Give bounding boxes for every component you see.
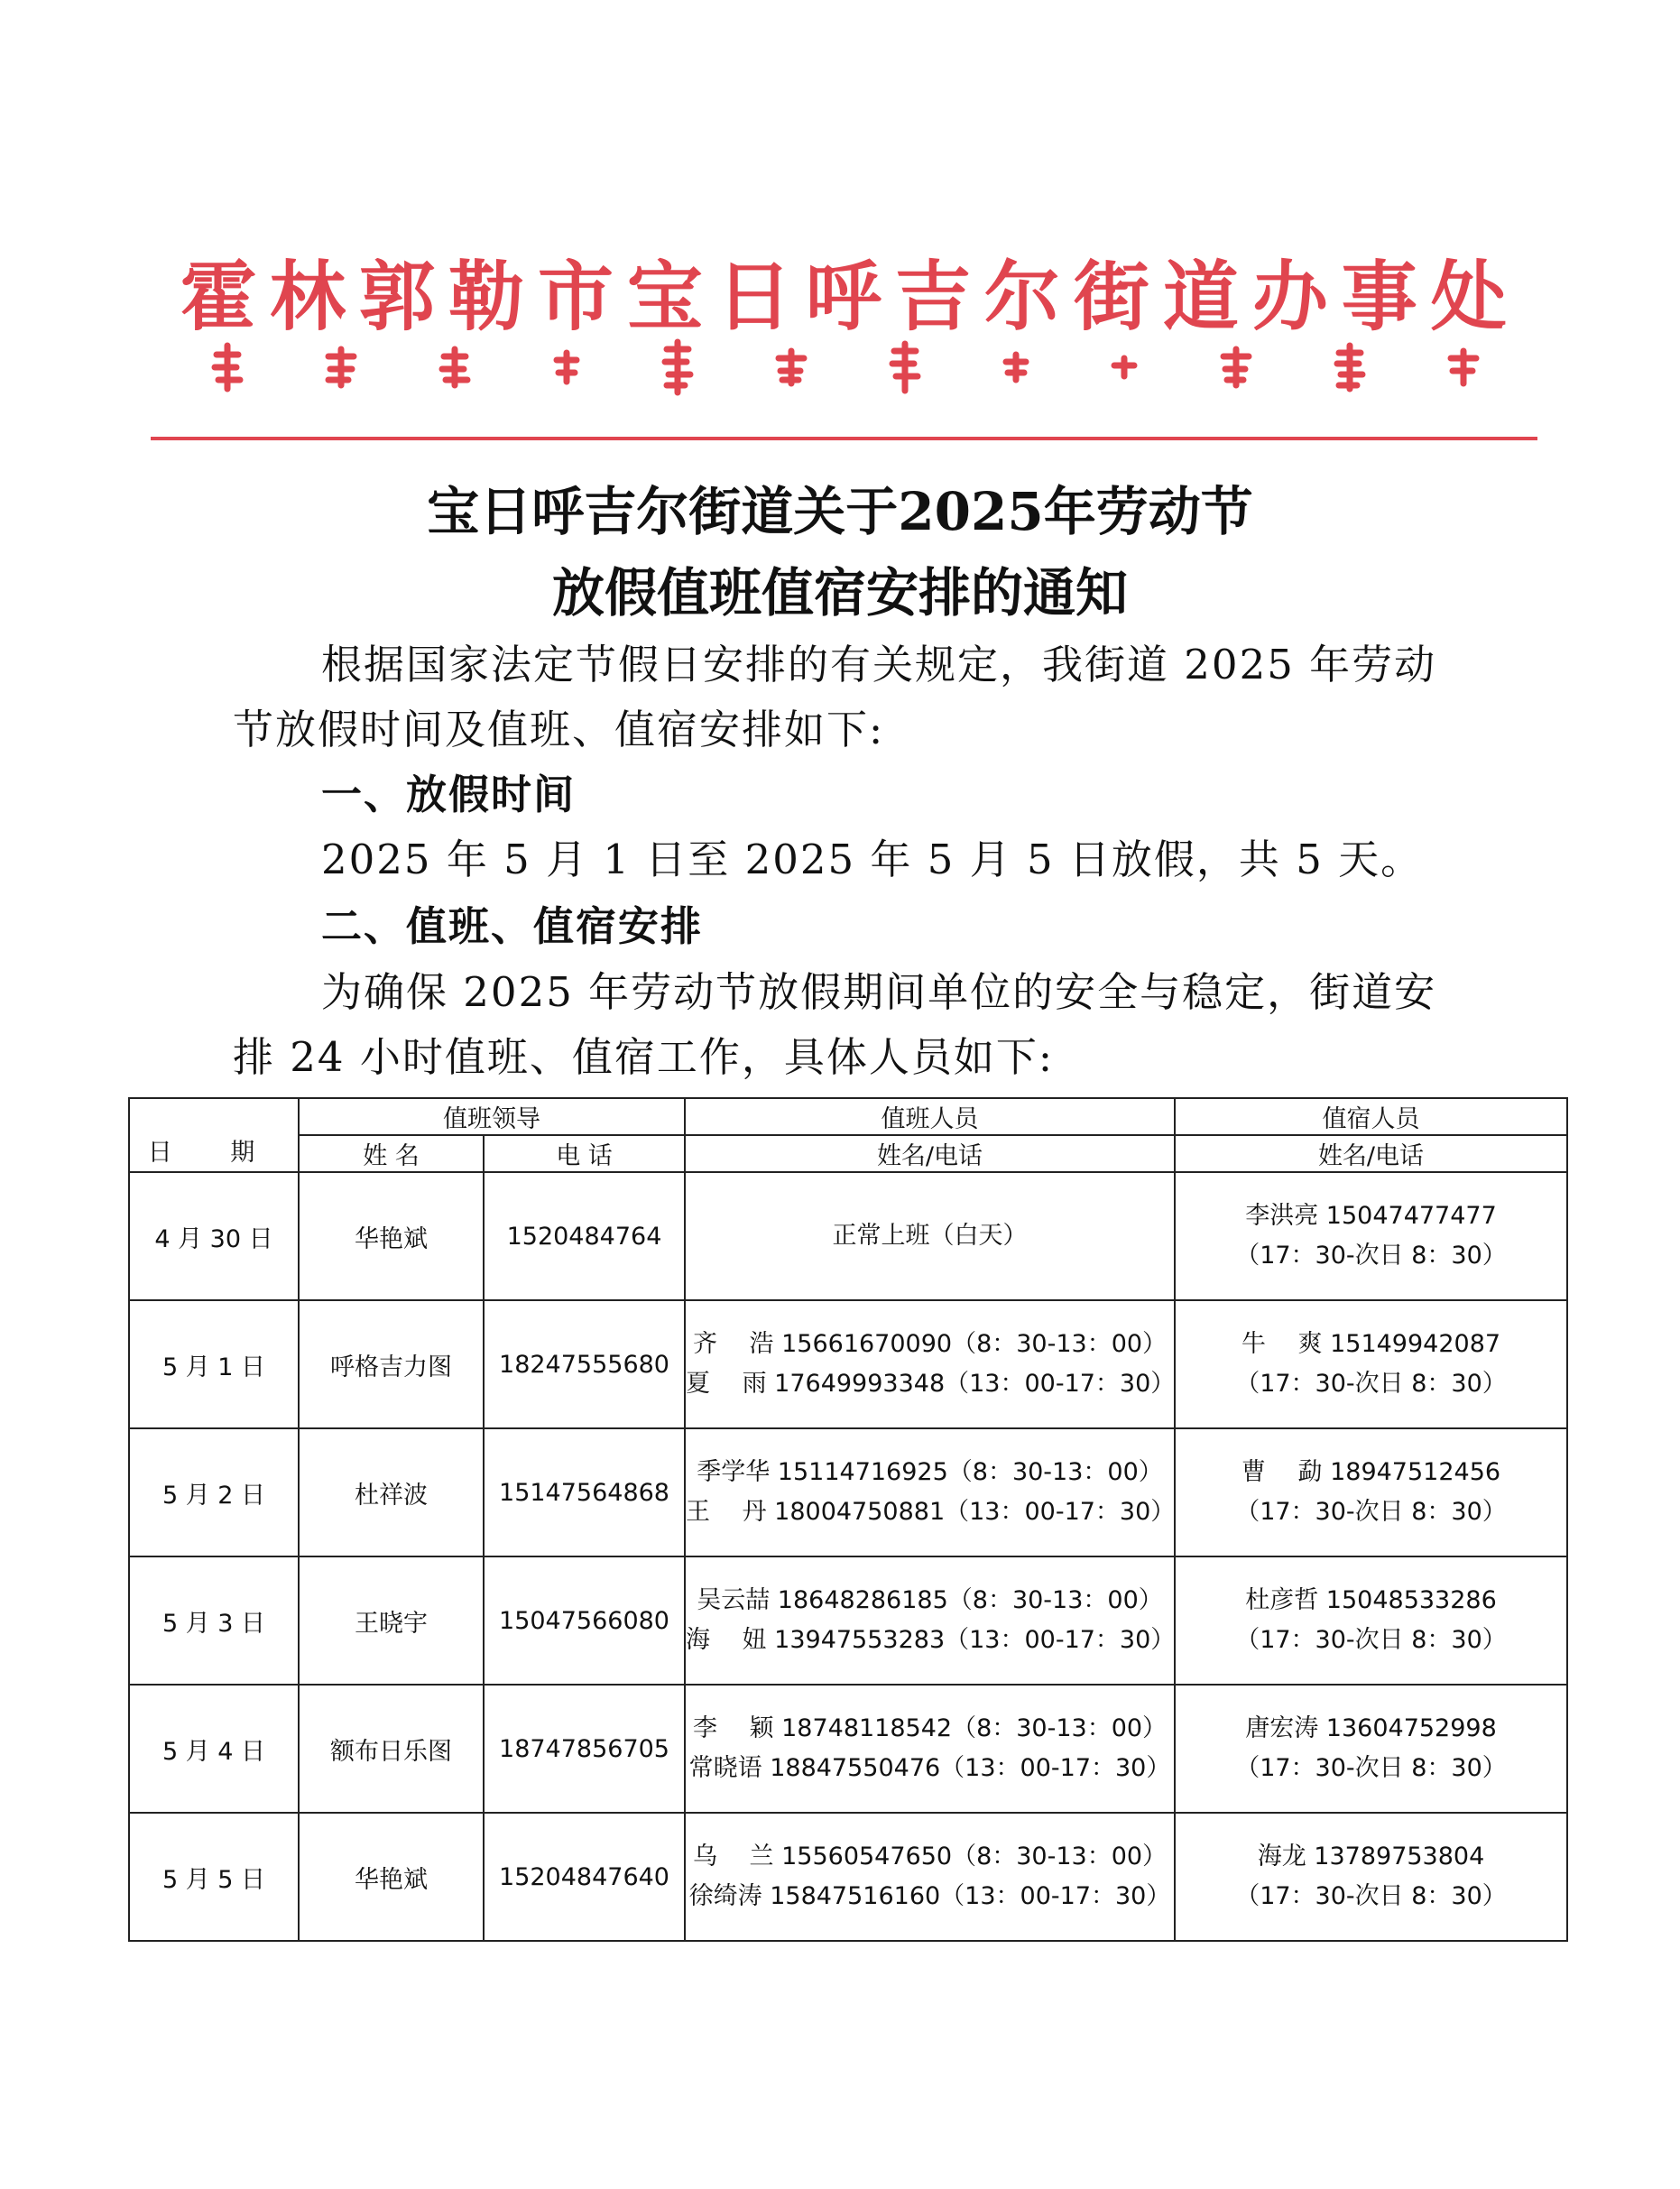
- row-leader: 王晓宇: [299, 1556, 484, 1685]
- night-line: 牛 爽 15149942087: [1241, 1330, 1501, 1358]
- mongolian-word-glyph: [887, 340, 923, 394]
- duty-line: 常晓语 18847550476（13：00-17：30）: [688, 1754, 1171, 1782]
- letterhead-char: 市: [537, 252, 614, 341]
- row-date: 5 月 2 日: [129, 1428, 299, 1556]
- header-duty-group: 值班人员: [685, 1098, 1175, 1135]
- intro-line1: 根据国家法定节假日安排的有关规定，我街道 2025 年劳动: [321, 641, 1437, 688]
- row-leader: 杜祥波: [299, 1428, 484, 1556]
- duty-line: 齐 浩 15661670090（8：30-13：00）: [692, 1330, 1168, 1358]
- duty-line: 夏 雨 17649993348（13：00-17：30）: [686, 1370, 1176, 1398]
- duty-line: 王 丹 18004750881（13：00-17：30）: [686, 1498, 1176, 1526]
- row-duty-staff: [685, 1172, 1175, 1300]
- table-row: [129, 1813, 1567, 1941]
- letterhead-char: 呼: [805, 252, 882, 341]
- row-date: 5 月 5 日: [129, 1813, 299, 1941]
- row-date: 4 月 30 日: [129, 1172, 299, 1300]
- night-line: 海龙 13789753804: [1257, 1843, 1485, 1870]
- mongolian-word-glyph: [1109, 353, 1140, 382]
- row-night-staff: [1175, 1556, 1567, 1685]
- section2-heading: 二、值班、值宿安排: [321, 902, 704, 950]
- header-leader-group: 值班领导: [299, 1098, 685, 1135]
- row-night-staff: [1175, 1172, 1567, 1300]
- letterhead-char: 郭: [358, 252, 435, 341]
- document-title-line2: 放假值班值宿安排的通知: [551, 562, 1128, 623]
- table-row: [129, 1300, 1567, 1428]
- row-duty-staff: [685, 1556, 1175, 1685]
- header-night-sub: 姓名/电话: [1175, 1135, 1567, 1172]
- section2-line1: 为确保 2025 年劳动节放假期间单位的安全与稳定，街道安: [321, 968, 1437, 1016]
- letterhead-divider: [151, 437, 1537, 440]
- letterhead-mongolian-name: [209, 338, 1482, 396]
- mongolian-word-glyph: [551, 349, 582, 385]
- night-line: （17：30-次日 8：30）: [1235, 1882, 1507, 1910]
- mongolian-word-glyph: [323, 346, 359, 389]
- header-duty-sub: 姓名/电话: [685, 1135, 1175, 1172]
- row-date: 5 月 3 日: [129, 1556, 299, 1685]
- row-leader: 呼格吉力图: [299, 1300, 484, 1428]
- header-date: 日 期: [129, 1098, 299, 1172]
- night-line: （17：30-次日 8：30）: [1235, 1498, 1507, 1526]
- table-row: [129, 1556, 1567, 1685]
- table-row: [129, 1172, 1567, 1300]
- night-line: （17：30-次日 8：30）: [1235, 1370, 1507, 1398]
- mongolian-word-glyph: [773, 347, 809, 387]
- mongolian-word-glyph: [1001, 351, 1031, 383]
- letterhead-char: 事: [1341, 252, 1417, 341]
- row-duty-staff: [685, 1300, 1175, 1428]
- letterhead-char: 办: [1251, 252, 1328, 341]
- table-row: [129, 1685, 1567, 1813]
- letterhead-char: 尔: [983, 252, 1060, 341]
- row-leader-phone: 1520484764: [484, 1172, 685, 1300]
- night-line: （17：30-次日 8：30）: [1235, 1242, 1507, 1270]
- row-night-staff: [1175, 1813, 1567, 1941]
- duty-line: 正常上班（白天）: [832, 1222, 1028, 1250]
- row-date: 5 月 1 日: [129, 1300, 299, 1428]
- mongolian-word-glyph: [660, 338, 696, 396]
- row-leader: 华艳斌: [299, 1172, 484, 1300]
- row-duty-staff: [685, 1813, 1175, 1941]
- duty-line: 李 颖 18748118542（8：30-13：00）: [692, 1714, 1168, 1742]
- row-leader: 华艳斌: [299, 1813, 484, 1941]
- table-header-row: [129, 1098, 1567, 1135]
- header-leader-phone: 电 话: [484, 1135, 685, 1172]
- header-leader-name: 姓 名: [299, 1135, 484, 1172]
- row-night-staff: [1175, 1300, 1567, 1428]
- row-duty-staff: [685, 1428, 1175, 1556]
- section2-line2: 排 24 小时值班、值宿工作，具体人员如下:: [233, 1033, 1055, 1081]
- row-leader-phone: 18747856705: [484, 1685, 685, 1813]
- duty-line: 海 妞 13947553283（13：00-17：30）: [686, 1626, 1176, 1654]
- letterhead-char: 道: [1162, 252, 1239, 341]
- row-night-staff: [1175, 1428, 1567, 1556]
- duty-line: 吴云喆 18648286185（8：30-13：00）: [697, 1586, 1163, 1614]
- row-leader-phone: 15204847640: [484, 1813, 685, 1941]
- letterhead-char: 勒: [448, 252, 524, 341]
- table-row: [129, 1428, 1567, 1556]
- duty-line: 乌 兰 15560547650（8：30-13：00）: [692, 1843, 1168, 1870]
- night-line: 杜彦哲 15048533286: [1245, 1586, 1497, 1614]
- letterhead-char: 宝: [626, 252, 703, 341]
- letterhead-char: 林: [269, 252, 346, 341]
- night-line: 唐宏涛 13604752998: [1245, 1714, 1497, 1742]
- night-line: 曹 勐 18947512456: [1241, 1458, 1501, 1486]
- row-date: 5 月 4 日: [129, 1685, 299, 1813]
- section1-heading: 一、放假时间: [321, 771, 577, 818]
- letterhead-char: 霍: [180, 252, 257, 341]
- letterhead-char: 街: [1073, 252, 1149, 341]
- header-night-group: 值宿人员: [1175, 1098, 1567, 1135]
- duty-line: 季学华 15114716925（8：30-13：00）: [697, 1458, 1163, 1486]
- mongolian-word-glyph: [1218, 346, 1254, 389]
- mongolian-word-glyph: [1445, 347, 1482, 387]
- letterhead-char: 吉: [894, 252, 971, 341]
- mongolian-word-glyph: [209, 342, 245, 393]
- row-duty-staff: [685, 1685, 1175, 1813]
- document-title-line1: 宝日呼吉尔街道关于2025年劳动节: [427, 481, 1253, 542]
- mongolian-word-glyph: [437, 346, 473, 389]
- row-leader: 额布日乐图: [299, 1685, 484, 1813]
- duty-line: 徐绮涛 15847516160（13：00-17：30）: [688, 1882, 1171, 1910]
- row-leader-phone: 15047566080: [484, 1556, 685, 1685]
- intro-line2: 节放假时间及值班、值宿安排如下:: [233, 706, 885, 753]
- letterhead-char: 处: [1430, 252, 1507, 341]
- letterhead-chinese-name: [180, 236, 1507, 346]
- duty-schedule-table: [128, 1097, 1568, 1942]
- table-subheader-row: [129, 1135, 1567, 1172]
- night-line: （17：30-次日 8：30）: [1235, 1754, 1507, 1782]
- mongolian-word-glyph: [1332, 342, 1368, 393]
- night-line: （17：30-次日 8：30）: [1235, 1626, 1507, 1654]
- section1-text: 2025 年 5 月 1 日至 2025 年 5 月 5 日放假，共 5 天。: [321, 836, 1424, 883]
- letterhead-char: 日: [715, 252, 792, 341]
- night-line: 李洪亮 15047477477: [1245, 1202, 1497, 1230]
- row-leader-phone: 15147564868: [484, 1428, 685, 1556]
- row-leader-phone: 18247555680: [484, 1300, 685, 1428]
- row-night-staff: [1175, 1685, 1567, 1813]
